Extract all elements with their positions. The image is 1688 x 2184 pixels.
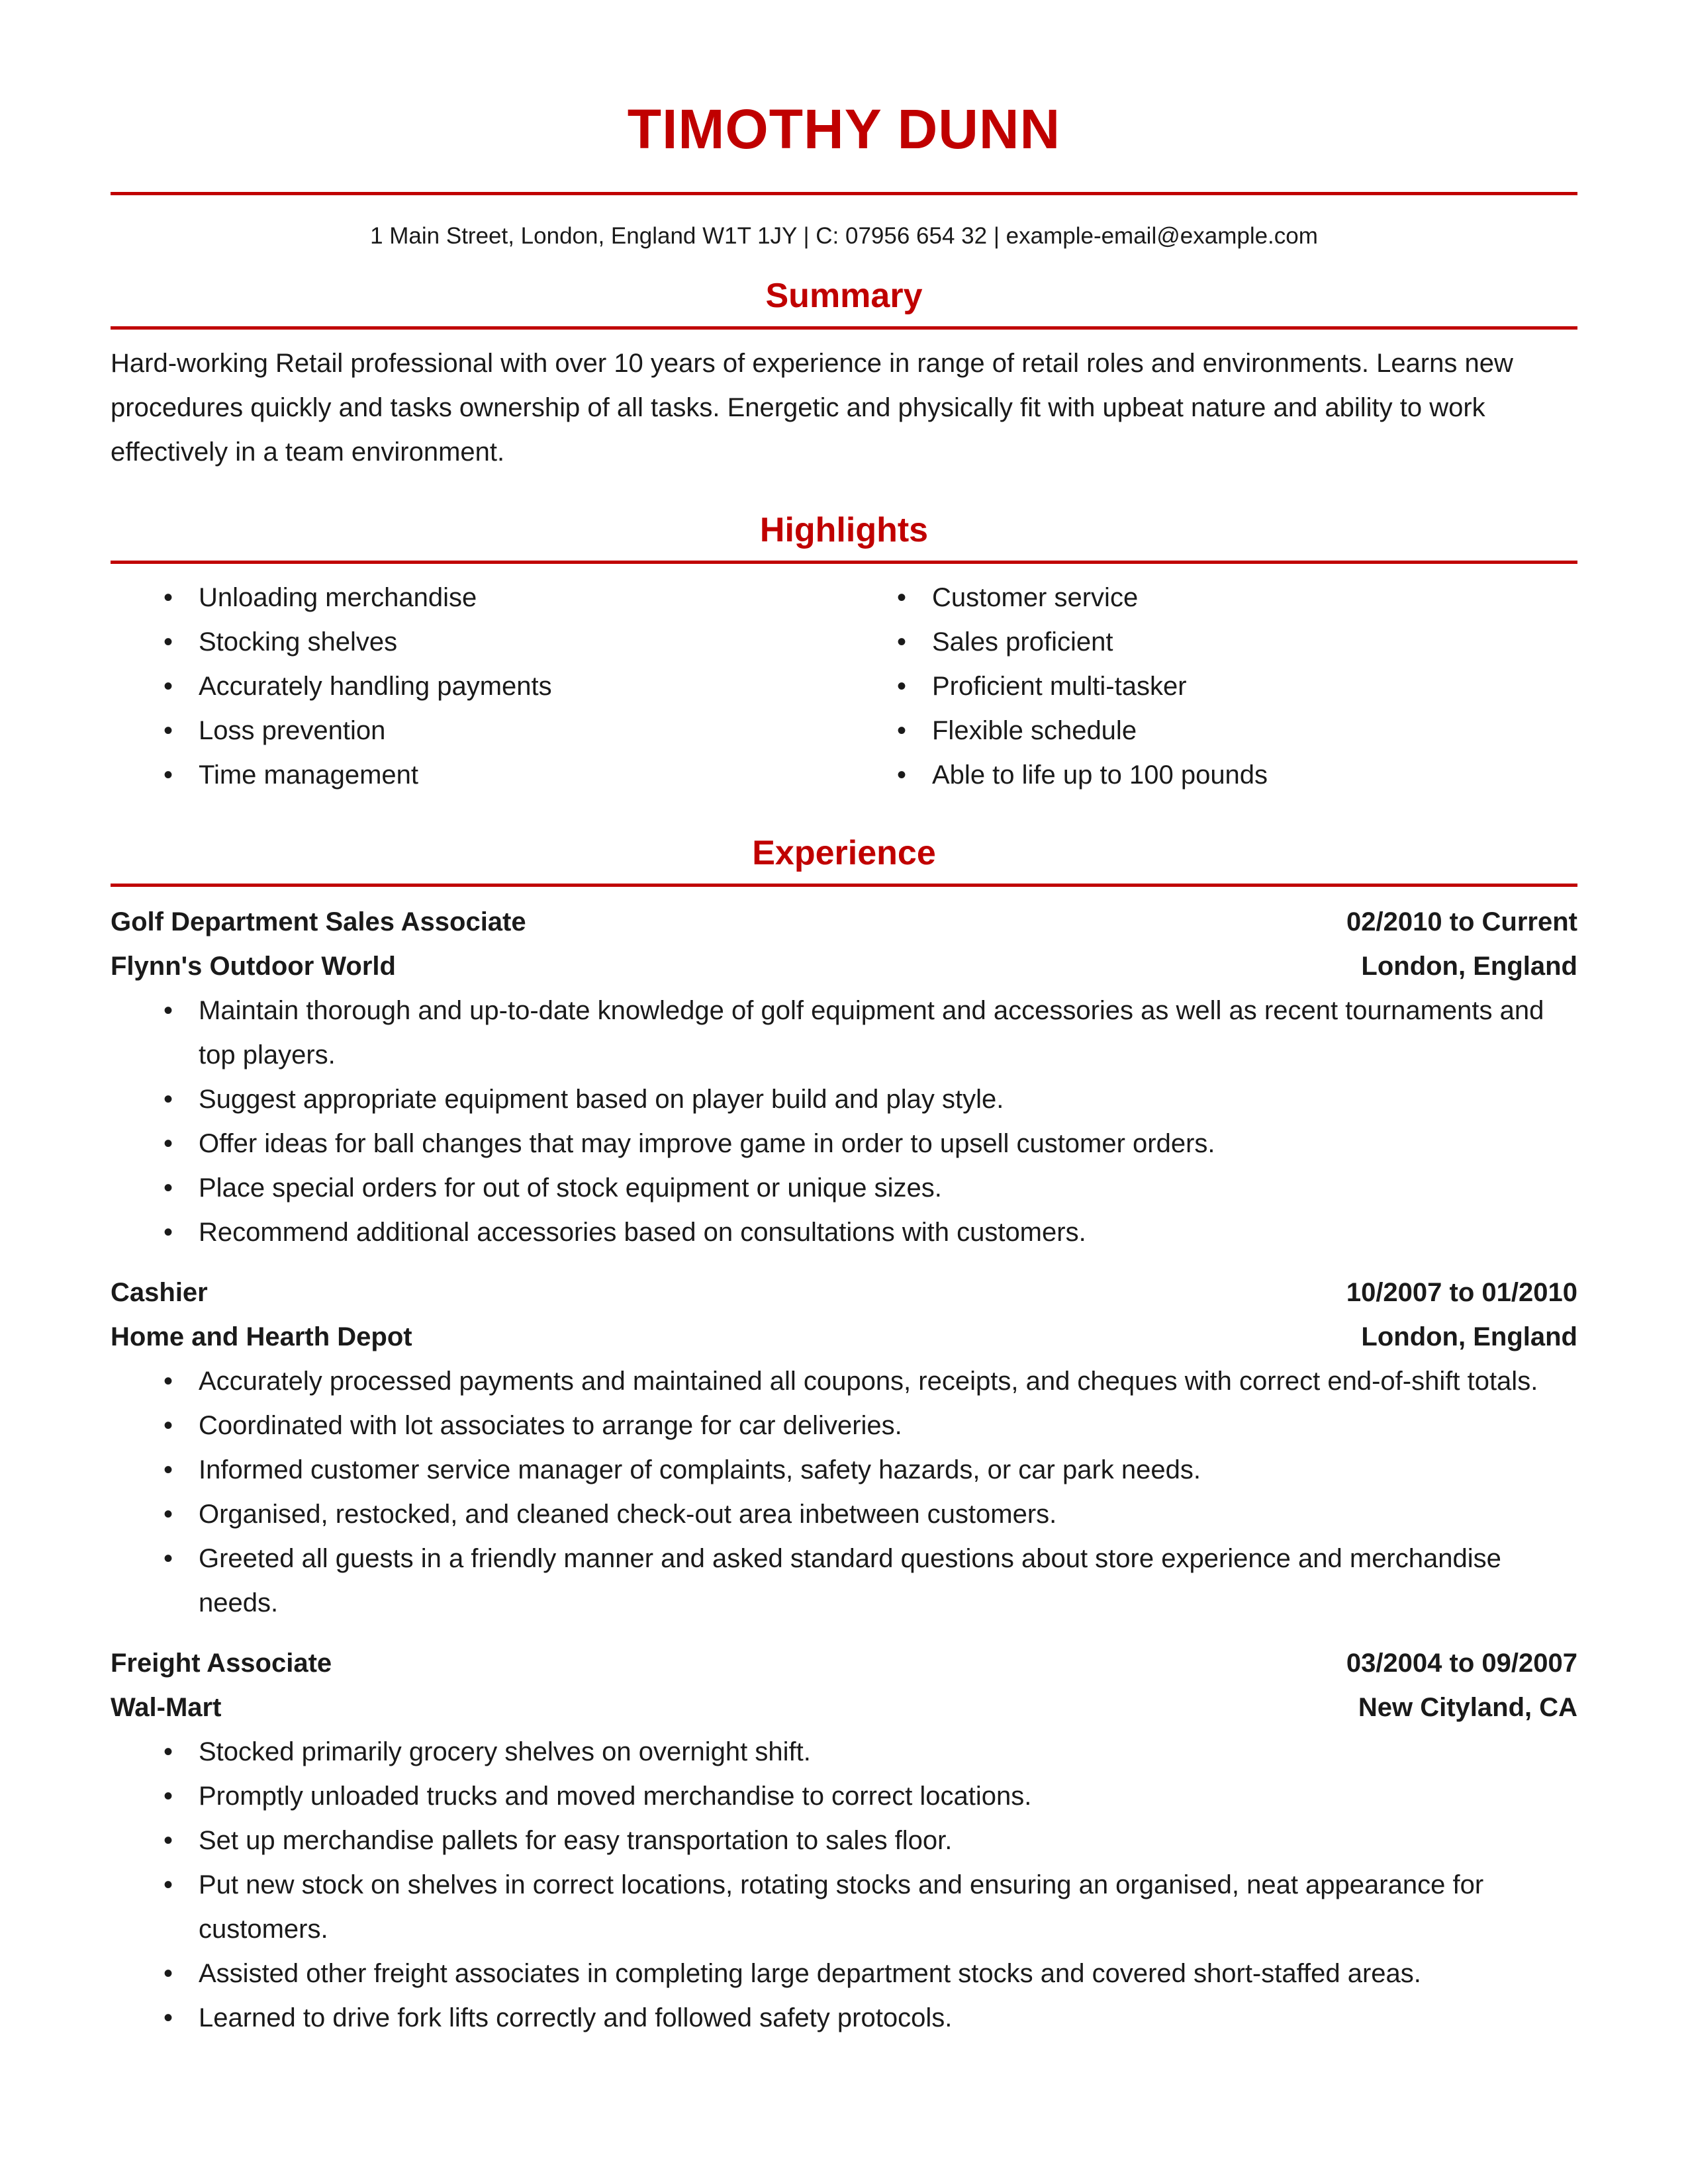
job-bullet: • Suggest appropriate equipment based on player build and play style. [111, 1077, 1577, 1122]
job-company: Home and Hearth Depot [111, 1322, 412, 1351]
bullet-icon: • [164, 2003, 173, 2032]
highlight-item: • Flexible schedule [844, 709, 1577, 753]
job-bullet: • Promptly unloaded trucks and moved merchandise to correct locations. [111, 1774, 1577, 1819]
job-entry [111, 1271, 1577, 1625]
job-title: Freight Associate [111, 1649, 332, 1678]
bullet-icon: • [164, 1500, 173, 1529]
job-dates: 03/2004 to 09/2007 [1346, 1649, 1577, 1678]
contact-info: 1 Main Street, London, England W1T 1JY | C: 07956 654 32 | example-email@example.com [370, 223, 1318, 249]
highlight-item: • Time management [111, 753, 844, 797]
job-bullets [111, 1730, 1577, 2040]
bullet-icon: • [164, 1870, 173, 1899]
job-location: London, England [1361, 1322, 1577, 1351]
bullet-icon: • [897, 672, 907, 701]
resume-page [111, 93, 1577, 2040]
job-title: Cashier [111, 1278, 208, 1307]
summary-text: Hard-working Retail professional with over 10 years of experience in range of retail roles and environments. Learns new procedures quickly and tasks ownership of all tasks. Energetic and physically fit with upbeat nature and ability to work effectively in a team environment. [111, 349, 1513, 467]
job-company-row [111, 1315, 1577, 1359]
job-title: Golf Department Sales Associate [111, 907, 526, 936]
highlight-item: • Sales proficient [844, 620, 1577, 664]
bullet-icon: • [897, 583, 907, 612]
bullet-icon: • [164, 1544, 173, 1573]
bullet-icon: • [164, 1737, 173, 1766]
highlights-right-column [844, 576, 1577, 797]
job-bullets [111, 1359, 1577, 1625]
bullet-icon: • [164, 1959, 173, 1988]
experience-heading: Experience [752, 834, 936, 872]
bullet-icon: • [164, 760, 173, 790]
job-company: Wal-Mart [111, 1693, 222, 1722]
job-bullet: • Set up merchandise pallets for easy transportation to sales floor. [111, 1819, 1577, 1863]
bullet-icon: • [164, 1367, 173, 1396]
experience-divider [111, 884, 1577, 887]
candidate-name [111, 93, 1577, 165]
bullet-icon: • [164, 672, 173, 701]
job-bullet: • Offer ideas for ball changes that may improve game in order to upsell customer orders. [111, 1122, 1577, 1166]
job-dates: 02/2010 to Current [1346, 907, 1577, 936]
bullet-icon: • [164, 1782, 173, 1811]
summary-divider [111, 326, 1577, 330]
job-bullet: • Learned to drive fork lifts correctly and followed safety protocols. [111, 1996, 1577, 2040]
job-bullet: • Place special orders for out of stock equipment or unique sizes. [111, 1166, 1577, 1210]
highlights-divider [111, 561, 1577, 564]
first-name: TIMOTHY [627, 98, 882, 160]
job-location: New Cityland, CA [1358, 1693, 1577, 1722]
job-title-row [111, 1271, 1577, 1315]
highlight-item: • Unloading merchandise [111, 576, 844, 620]
job-company: Flynn's Outdoor World [111, 952, 396, 981]
job-bullet: • Maintain thorough and up-to-date knowledge of golf equipment and accessories as well as recent tournaments and top players. [111, 989, 1577, 1077]
highlight-item: • Proficient multi-tasker [844, 664, 1577, 709]
highlight-item: • Stocking shelves [111, 620, 844, 664]
job-title-row [111, 1641, 1577, 1686]
job-entry [111, 900, 1577, 1255]
header-divider [111, 192, 1577, 195]
highlight-item: • Accurately handling payments [111, 664, 844, 709]
bullet-icon: • [164, 627, 173, 657]
job-bullet: • Coordinated with lot associates to arrange for car deliveries. [111, 1404, 1577, 1448]
bullet-icon: • [164, 1455, 173, 1484]
job-bullet: • Assisted other freight associates in completing large department stocks and covered short-staffed areas. [111, 1952, 1577, 1996]
job-bullet: • Stocked primarily grocery shelves on overnight shift. [111, 1730, 1577, 1774]
job-company-row [111, 1686, 1577, 1730]
bullet-icon: • [164, 716, 173, 745]
job-location: London, England [1361, 952, 1577, 981]
job-bullet: • Organised, restocked, and cleaned check-out area inbetween customers. [111, 1492, 1577, 1537]
bullet-icon: • [164, 1173, 173, 1203]
job-entry [111, 1641, 1577, 2040]
bullet-icon: • [164, 996, 173, 1025]
bullet-icon: • [164, 1129, 173, 1158]
job-dates: 10/2007 to 01/2010 [1346, 1278, 1577, 1307]
job-title-row [111, 900, 1577, 944]
bullet-icon: • [164, 583, 173, 612]
bullet-icon: • [897, 716, 907, 745]
highlight-item: • Loss prevention [111, 709, 844, 753]
job-bullet: • Put new stock on shelves in correct locations, rotating stocks and ensuring an organised, neat appearance for customers. [111, 1863, 1577, 1952]
summary-heading: Summary [765, 277, 923, 315]
job-bullet: • Accurately processed payments and maintained all coupons, receipts, and cheques with correct end-of-shift totals. [111, 1359, 1577, 1404]
highlight-item: • Customer service [844, 576, 1577, 620]
job-bullet: • Informed customer service manager of complaints, safety hazards, or car park needs. [111, 1448, 1577, 1492]
bullet-icon: • [897, 627, 907, 657]
job-bullet: • Recommend additional accessories based on consultations with customers. [111, 1210, 1577, 1255]
last-name: DUNN [897, 98, 1061, 160]
highlight-item: • Able to life up to 100 pounds [844, 753, 1577, 797]
highlights-left-column [111, 576, 844, 797]
highlights-list [111, 576, 1577, 797]
bullet-icon: • [897, 760, 907, 790]
bullet-icon: • [164, 1826, 173, 1855]
bullet-icon: • [164, 1085, 173, 1114]
job-company-row [111, 944, 1577, 989]
job-bullets [111, 989, 1577, 1255]
bullet-icon: • [164, 1218, 173, 1247]
highlights-heading: Highlights [759, 511, 929, 549]
bullet-icon: • [164, 1411, 173, 1440]
job-bullet: • Greeted all guests in a friendly manner and asked standard questions about store experience and merchandise needs. [111, 1537, 1577, 1625]
